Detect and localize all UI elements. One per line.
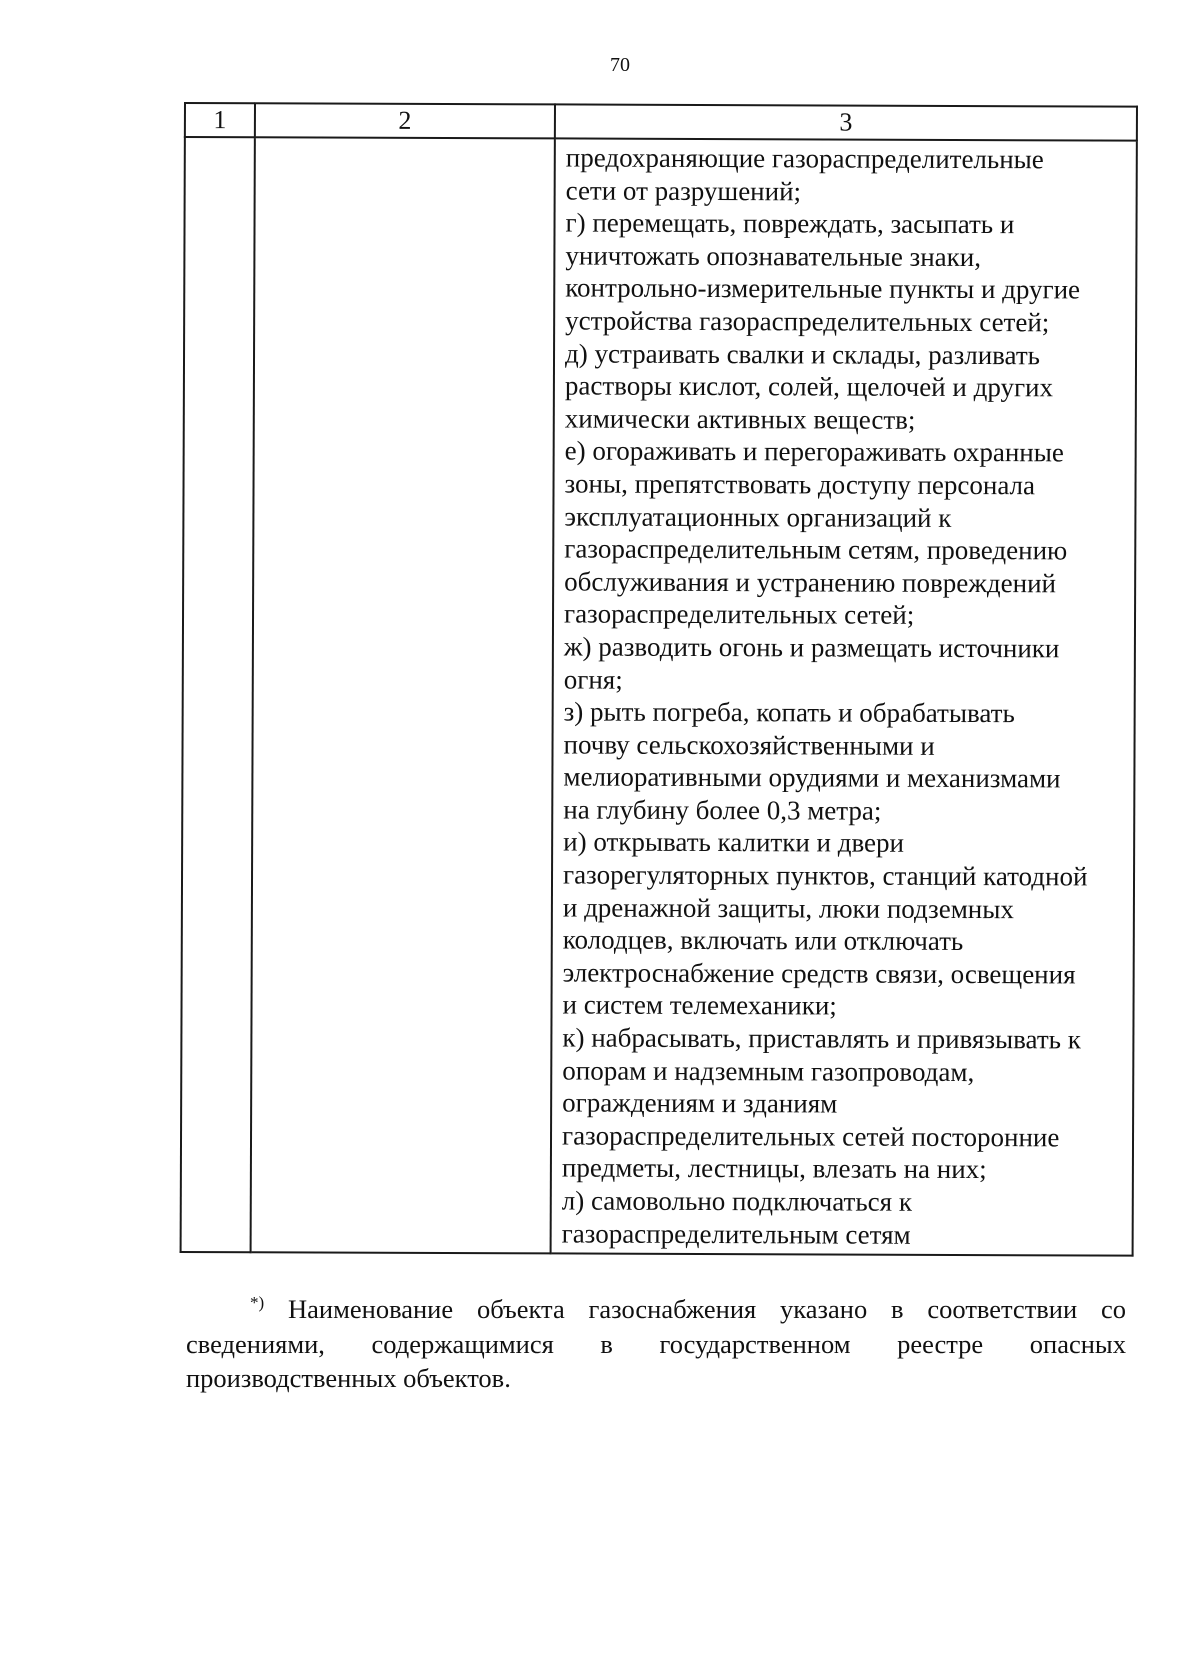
footnote-line-2: сведениями, содержащимися в государственном реестре опасных — [186, 1328, 1126, 1359]
list-item: опорам и надземным газопроводам, — [562, 1055, 975, 1087]
footnote-text-1: Наименование объекта газоснабжения указано в соответствии со — [288, 1294, 1127, 1324]
list-item: и дренажной защиты, люки подземных — [562, 892, 1014, 924]
list-item: огня; — [563, 663, 623, 695]
list-item: газораспределительных сетей посторонние — [561, 1120, 1060, 1153]
page-number: 70 — [610, 54, 630, 76]
document-table — [180, 102, 1138, 1257]
list-item: сети от разрушений; — [565, 175, 802, 206]
table-row — [181, 137, 1137, 1256]
table-cell-col3 — [551, 138, 1137, 1255]
table-cell-col2 — [251, 137, 555, 1253]
list-item: мелиоративными орудиями и механизмами — [563, 761, 1061, 794]
prohibitions-list — [552, 139, 1136, 1254]
list-item: газораспределительным сетям, проведению — [564, 533, 1068, 566]
list-item: на глубину более 0,3 метра; — [563, 794, 882, 826]
list-item: д) устраивать свалки и склады, разливать — [564, 338, 1041, 370]
list-item: уничтожать опознавательные знаки, — [565, 240, 982, 272]
list-item: электроснабжение средств связи, освещения — [562, 957, 1076, 990]
footnote-marker: *) — [250, 1293, 265, 1312]
list-item: газорегуляторных пунктов, станций катодной — [562, 859, 1088, 892]
list-item: почву сельскохозяйственными и — [563, 729, 935, 761]
list-item: химически активных веществ; — [564, 403, 916, 435]
list-item: растворы кислот, солей, щелочей и других — [564, 370, 1054, 403]
column-header-3: 3 — [555, 104, 1137, 140]
list-item: эксплуатационных организаций к — [564, 500, 952, 533]
list-item: предохраняющие газораспределительные — [565, 142, 1044, 175]
list-item: устройства газораспределительных сетей; — [565, 305, 1050, 338]
list-item: ограждениям и зданиям — [562, 1087, 838, 1119]
list-item: колодцев, включать или отключать — [562, 924, 964, 957]
list-item: з) рыть погреба, копать и обрабатывать — [563, 696, 1015, 729]
column-header-1: 1 — [185, 103, 255, 137]
list-item: г) перемещать, повреждать, засыпать и — [565, 207, 1015, 240]
list-item: газораспределительным сетям — [561, 1218, 911, 1250]
list-item: л) самовольно подключаться к — [561, 1185, 913, 1217]
list-item: и) открывать калитки и двери — [563, 826, 905, 859]
list-item: к) набрасывать, приставлять и привязывать к — [562, 1022, 1081, 1055]
list-item: предметы, лестницы, влезать на них; — [561, 1152, 987, 1185]
footnote — [186, 1292, 1126, 1396]
footnote-line-1 — [186, 1292, 1126, 1327]
list-item: контрольно-измерительные пункты и другие — [565, 272, 1081, 305]
list-item: обслуживания и устранению повреждений — [564, 566, 1057, 599]
column-header-2: 2 — [255, 103, 555, 138]
table-cell-col1 — [181, 137, 255, 1252]
list-item: зоны, препятствовать доступу персонала — [564, 468, 1036, 501]
footnote-line-3: производственных объектов. — [186, 1363, 511, 1393]
table-header-row — [185, 103, 1137, 141]
list-item: ж) разводить огонь и размещать источники — [563, 631, 1060, 664]
list-item: и систем телемеханики; — [562, 989, 837, 1021]
list-item: е) огораживать и перегораживать охранные — [564, 435, 1064, 468]
list-item: газораспределительных сетей; — [563, 598, 915, 631]
